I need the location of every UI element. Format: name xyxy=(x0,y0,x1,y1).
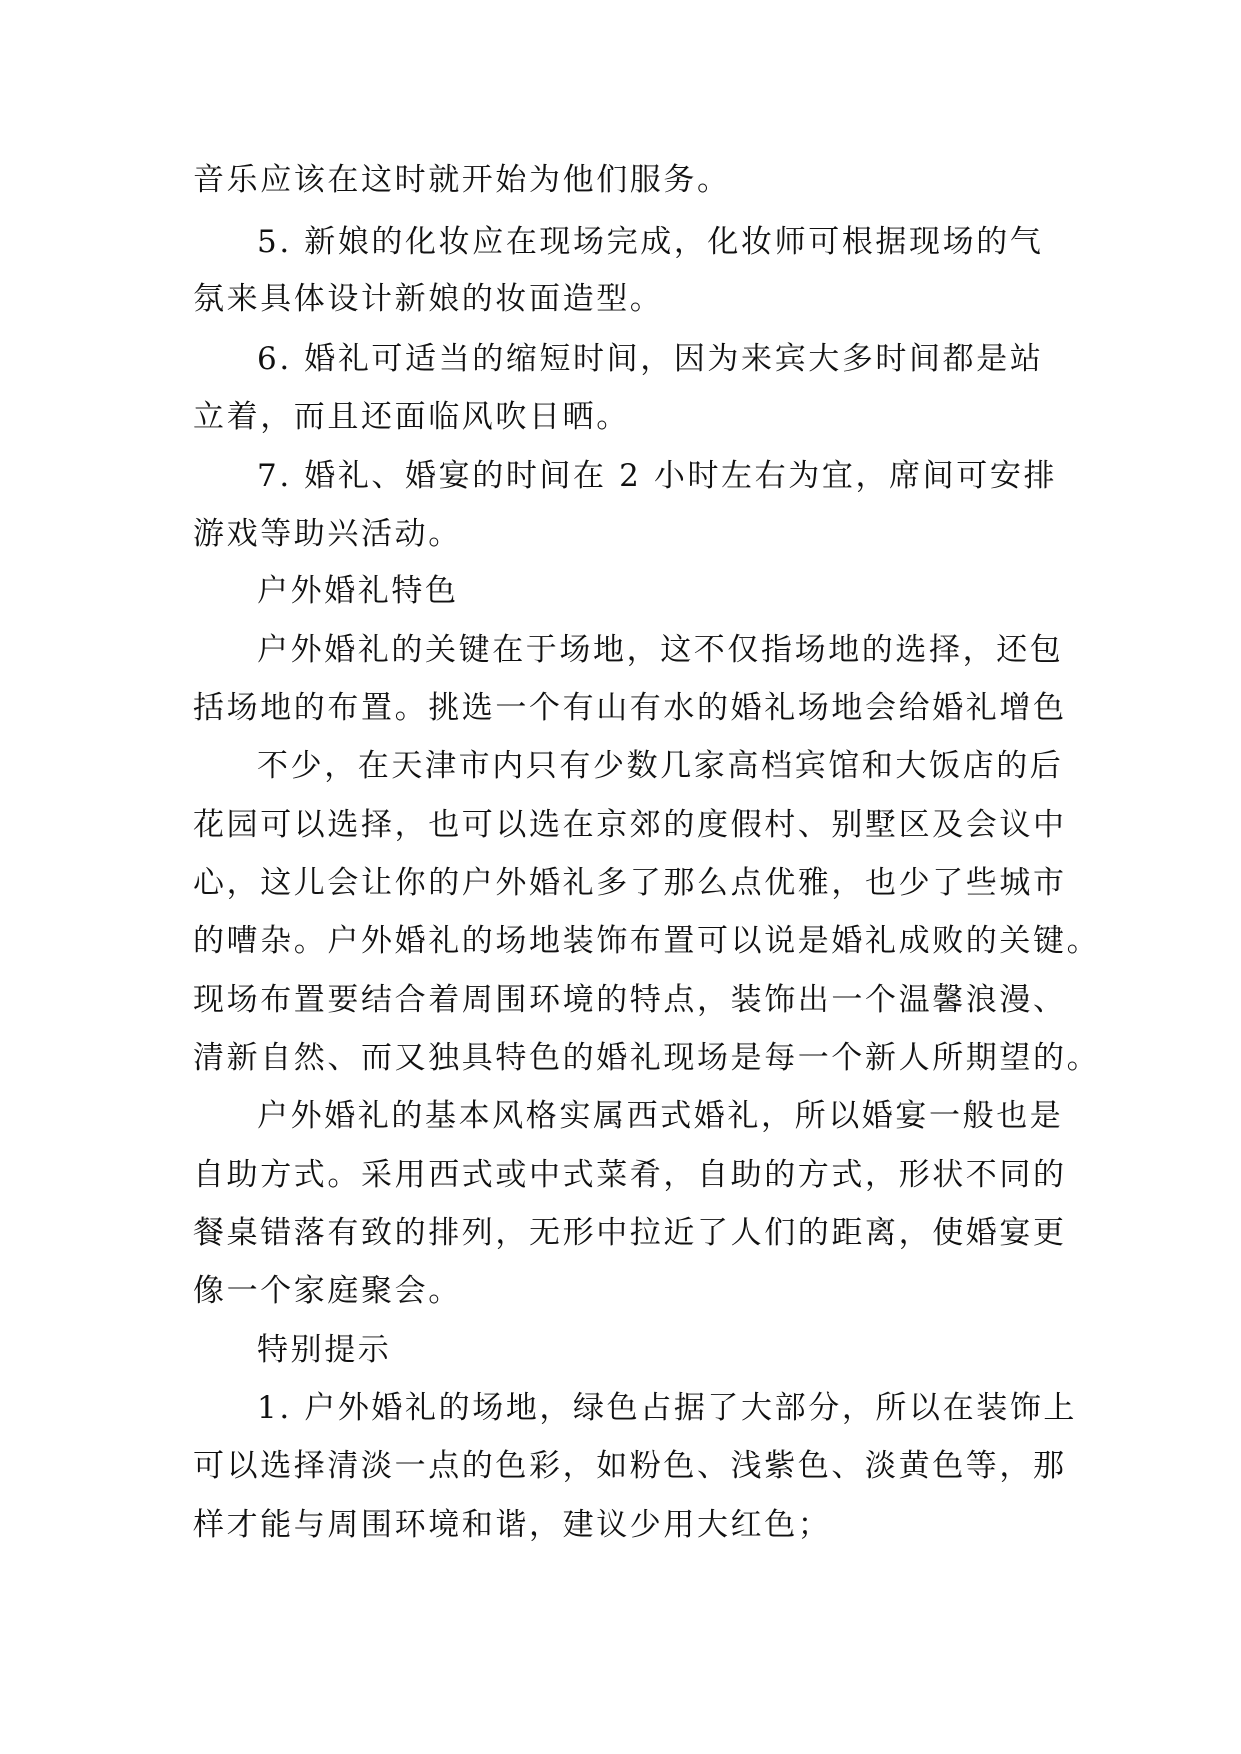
text-line: 户外婚礼的基本风格实属西式婚礼，所以婚宴一般也是 xyxy=(257,1098,1064,1134)
text-line: 的嘈杂。户外婚礼的场地装饰布置可以说是婚礼成败的关键。 xyxy=(193,923,1101,959)
text-line: 餐桌错落有致的排列，无形中拉近了人们的距离，使婚宴更 xyxy=(193,1215,1067,1251)
section-heading: 特别提示 xyxy=(257,1332,392,1368)
text-line: 立着，而且还面临风吹日晒。 xyxy=(193,399,630,435)
text-line: 现场布置要结合着周围环境的特点，装饰出一个温馨浪漫、 xyxy=(193,982,1067,1018)
text-line: 5. 新娘的化妆应在现场完成，化妆师可根据现场的气 xyxy=(257,224,1044,260)
text-line: 花园可以选择，也可以选在京郊的度假村、别墅区及会议中 xyxy=(193,807,1067,843)
text-line: 自助方式。采用西式或中式菜肴，自助的方式，形状不同的 xyxy=(193,1157,1067,1193)
text-line: 括场地的布置。挑选一个有山有水的婚礼场地会给婚礼增色 xyxy=(193,690,1067,726)
text-line: 心，这儿会让你的户外婚礼多了那么点优雅，也少了些城市 xyxy=(193,865,1067,901)
text-line: 音乐应该在这时就开始为他们服务。 xyxy=(193,162,731,198)
text-line: 1. 户外婚礼的场地，绿色占据了大部分，所以在装饰上 xyxy=(257,1390,1078,1426)
text-line: 游戏等助兴活动。 xyxy=(193,516,462,552)
text-line: 6. 婚礼可适当的缩短时间，因为来宾大多时间都是站 xyxy=(257,341,1044,377)
section-heading: 户外婚礼特色 xyxy=(257,573,459,609)
text-line: 可以选择清淡一点的色彩，如粉色、浅紫色、淡黄色等，那 xyxy=(193,1448,1067,1484)
text-line: 7. 婚礼、婚宴的时间在 2 小时左右为宜，席间可安排 xyxy=(257,458,1058,494)
text-line: 氛来具体设计新娘的妆面造型。 xyxy=(193,281,664,317)
text-line: 样才能与周围环境和谐，建议少用大红色； xyxy=(193,1507,832,1543)
text-line: 不少，在天津市内只有少数几家高档宾馆和大饭店的后 xyxy=(257,748,1064,784)
text-line: 像一个家庭聚会。 xyxy=(193,1273,462,1309)
text-line: 清新自然、而又独具特色的婚礼现场是每一个新人所期望的。 xyxy=(193,1040,1101,1076)
text-line: 户外婚礼的关键在于场地，这不仅指场地的选择，还包 xyxy=(257,632,1064,668)
